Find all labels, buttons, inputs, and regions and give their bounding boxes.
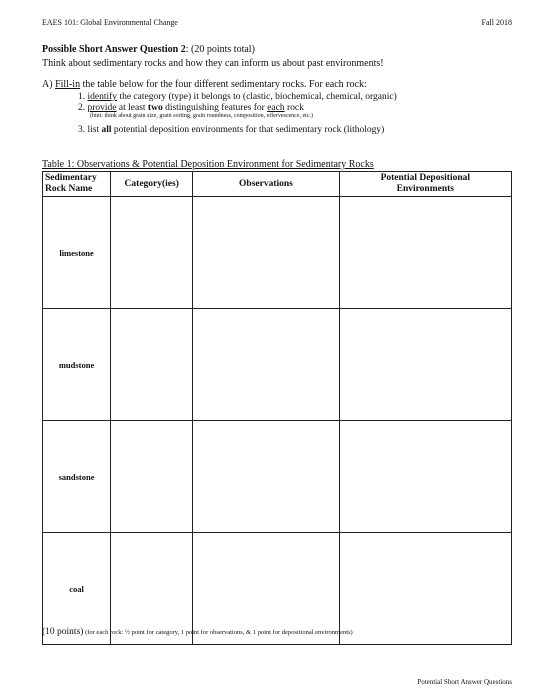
course-header: EAES 101: Global Environmental Change — [42, 18, 178, 27]
rock-name-cell: mudstone — [43, 309, 111, 421]
item-1-text: the category (type) it belongs to (clastic, biochemical, chemical, organic) — [117, 92, 397, 102]
item-1-number: 1. — [78, 92, 88, 102]
page-footer: Potential Short Answer Questions — [417, 678, 512, 686]
footnote-points: (10 points) — [42, 627, 84, 637]
question-prompt: Think about sedimentary rocks and how they can inform us about past environments! — [42, 58, 384, 69]
item-2-mid: at least — [116, 103, 148, 113]
hint-text: (hint: think about grain size, grain sorting, grain roundness, composition, effervescence, etc.) — [90, 113, 313, 119]
item-3-bold: all — [101, 125, 112, 135]
item-1-verb: identify — [87, 92, 118, 102]
sedimentary-rocks-table — [42, 171, 512, 645]
environments-answer-cell[interactable] — [339, 197, 511, 309]
item-2-number: 2. — [78, 103, 88, 113]
table-row — [43, 421, 512, 533]
item-2-bold: two — [147, 103, 163, 113]
environments-answer-cell[interactable] — [339, 421, 511, 533]
header-category: Category(ies) — [111, 172, 193, 197]
rock-name-cell: coal — [43, 533, 111, 645]
rock-name-cell: sandstone — [43, 421, 111, 533]
instruction-item-3 — [78, 125, 384, 135]
table-header-row — [43, 172, 512, 197]
item-3-text: potential deposition environments for that sedimentary rock (lithology) — [111, 125, 385, 135]
category-answer-cell[interactable] — [111, 421, 193, 533]
table-row — [43, 309, 512, 421]
table-caption-label: Table 1 — [42, 159, 72, 170]
points-footnote — [42, 627, 353, 637]
category-answer-cell[interactable] — [111, 197, 193, 309]
observations-answer-cell[interactable] — [193, 309, 339, 421]
item-2-verb: provide — [87, 103, 117, 113]
item-2-end: rock — [284, 103, 304, 113]
table-row — [43, 197, 512, 309]
part-a-text: the table below for the four different sedimentary rocks. For each rock: — [80, 79, 367, 90]
fill-in-word: Fill-in — [55, 79, 81, 90]
table-caption-text: : Observations & Potential Deposition Environment for Sedimentary Rocks — [71, 159, 374, 170]
part-a-instructions — [42, 79, 367, 90]
header-environments-line1: Potential Depositional — [380, 173, 471, 183]
category-answer-cell[interactable] — [111, 309, 193, 421]
item-2-each: each — [267, 103, 285, 113]
item-2-text: distinguishing features for — [162, 103, 268, 113]
instruction-item-1 — [78, 92, 397, 102]
header-rock-name-line1: Sedimentary — [45, 173, 97, 183]
header-observations: Observations — [193, 172, 339, 197]
rock-name-cell: limestone — [43, 197, 111, 309]
instruction-item-2 — [78, 103, 304, 113]
header-environments-line2: Environments — [396, 184, 454, 194]
footnote-detail: (for each rock: ½ point for category, 1 point for observations, & 1 point for depositional environments) — [83, 629, 353, 636]
header-rock-name — [43, 172, 111, 197]
environments-answer-cell[interactable] — [339, 309, 511, 421]
question-points: : (20 points total) — [185, 44, 255, 55]
environments-answer-cell[interactable] — [339, 533, 511, 645]
observations-answer-cell[interactable] — [193, 421, 339, 533]
item-3-number: 3. list — [78, 125, 102, 135]
header-environments — [339, 172, 511, 197]
part-a-label: A) — [42, 79, 56, 90]
observations-answer-cell[interactable] — [193, 197, 339, 309]
question-title — [42, 44, 255, 55]
question-title-label: Possible Short Answer Question 2 — [42, 44, 186, 55]
term-header: Fall 2018 — [481, 18, 512, 27]
table-caption — [42, 159, 374, 170]
header-rock-name-line2: Rock Name — [45, 184, 93, 194]
